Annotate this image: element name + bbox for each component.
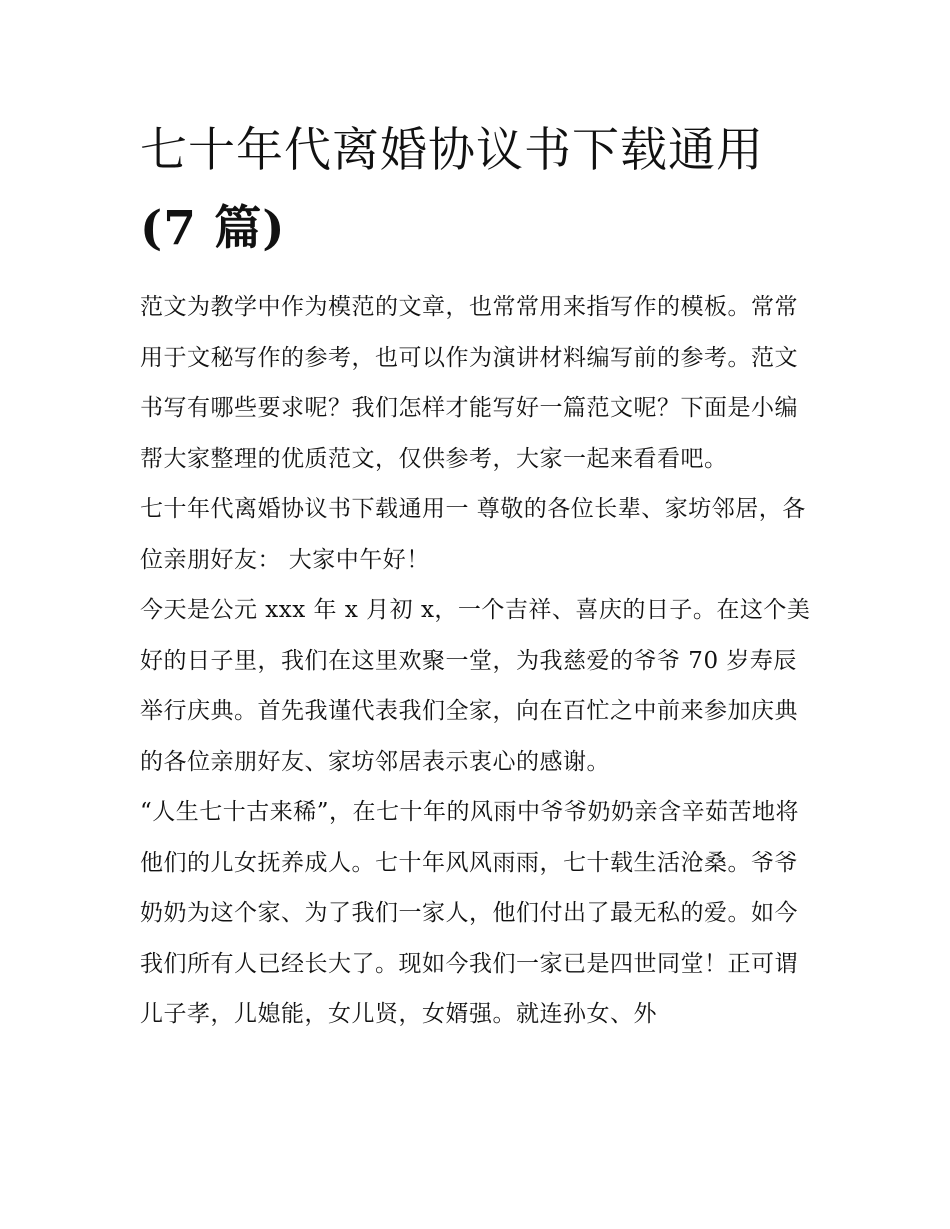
body-paragraph: 今天是公元 xxx 年 x 月初 x，一个吉祥、喜庆的日子。在这个美好的日子里，我们在这里欢聚一堂，为我慈爱的爷爷 70 岁寿辰举行庆典。首先我谨代表我们全家，向在百忙之中前来参加庆典的各位亲朋好友、家坊邻居表示衷心的感谢。: [140, 597, 811, 775]
greeting-paragraph: 七十年代离婚协议书下载通用一 尊敬的各位长辈、家坊邻居，各位亲朋好友： 大家中午好！: [140, 496, 806, 573]
title-line-1: 七十年代离婚协议书下载通用: [140, 123, 764, 178]
document-body: [140, 282, 820, 1040]
document-title: [140, 112, 820, 268]
document-content: [140, 112, 820, 1040]
title-line-2: (7 篇): [140, 201, 286, 256]
body-paragraph: “人生七十古来稀”，在七十年的风雨中爷爷奶奶亲含辛茹苦地将他们的儿女抚养成人。七十年风风雨雨，七十载生活沧桑。爷爷奶奶为这个家、为了我们一家人，他们付出了最无私的爱。如今我们所有人已经长大了。现如今我们一家已是四世同堂！正可谓儿子孝，儿媳能，女儿贤，女婿强。就连孙女、外: [140, 799, 800, 1027]
intro-paragraph: 范文为教学中作为模范的文章，也常常用来指写作的模板。常常用于文秘写作的参考，也可以作为演讲材料编写前的参考。范文书写有哪些要求呢？我们怎样才能写好一篇范文呢？下面是小编帮大家整理的优质范文，仅供参考，大家一起来看看吧。: [140, 294, 798, 472]
